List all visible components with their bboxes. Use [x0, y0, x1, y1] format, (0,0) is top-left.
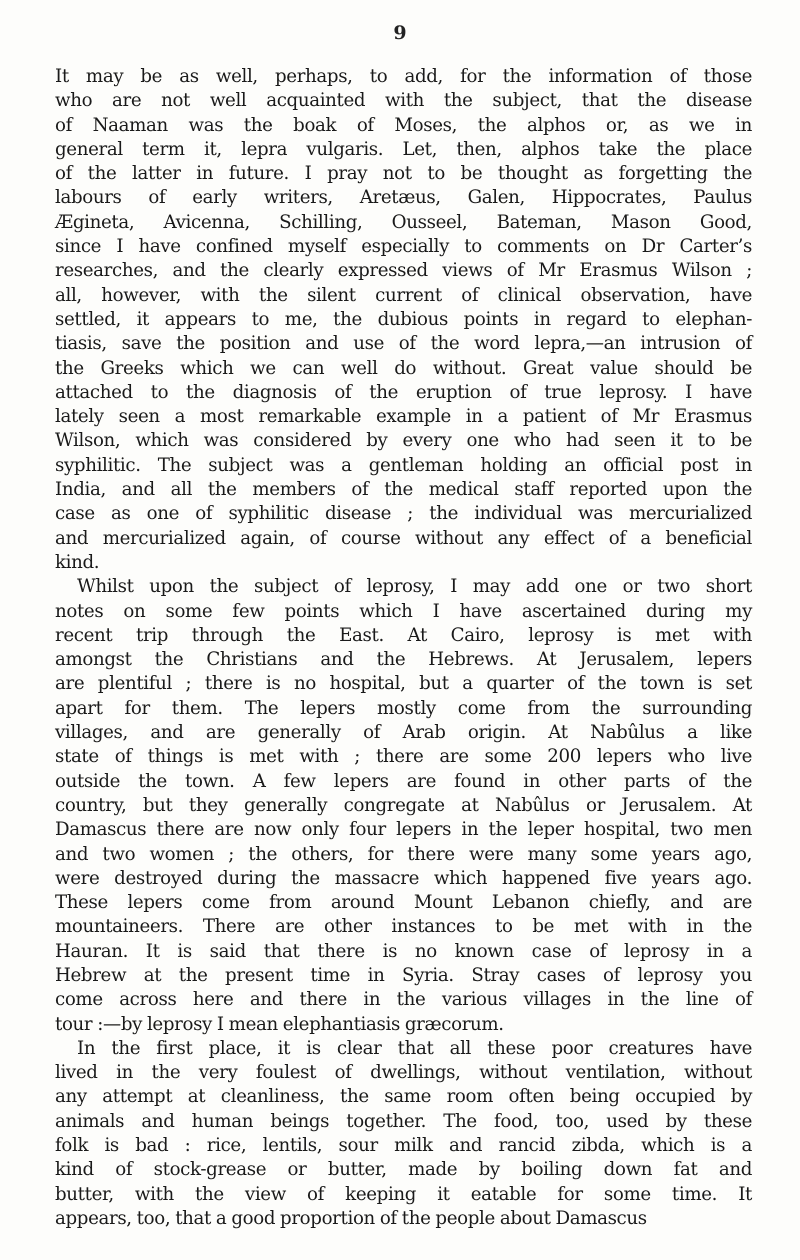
text-line: all, however, with the silent current of clinical observation, have	[55, 284, 752, 306]
text-line: Hebrew at the present time in Syria. Stray cases of leprosy you	[55, 964, 752, 986]
text-line: any attempt at cleanliness, the same room often being occupied by	[55, 1086, 752, 1108]
text-line: These lepers come from around Mount Lebanon chiefly, and are	[55, 892, 752, 914]
text-line: syphilitic. The subject was a gentleman holding an official post in	[55, 454, 752, 476]
text-line: who are not well acquainted with the subject, that the disease	[55, 90, 752, 112]
text-line: lived in the very foulest of dwellings, without ventilation, without	[55, 1062, 752, 1084]
text-line: and mercurialized again, of course without any effect of a beneficial	[55, 527, 752, 549]
text-line: of Naaman was the boak of Moses, the alphos or, as we in	[55, 114, 752, 136]
text-line: animals and human beings together. The food, too, used by these	[55, 1110, 752, 1132]
text-line: In the first place, it is clear that all these poor creatures have	[77, 1037, 752, 1059]
text-line: kind.	[55, 551, 100, 573]
text-line: Ægineta, Avicenna, Schilling, Ousseel, Bateman, Mason Good,	[55, 211, 752, 233]
text-line: Damascus there are now only four lepers in the leper hospital, two men	[55, 819, 752, 841]
text-line: case as one of syphilitic disease ; the individual was mercurialized	[55, 503, 752, 525]
paragraph	[55, 65, 752, 575]
text-line: the Greeks which we can well do without. Great value should be	[55, 357, 752, 379]
body-text	[55, 65, 752, 1231]
text-line: kind of stock-grease or butter, made by boiling down fat and	[55, 1159, 752, 1181]
text-line: were destroyed during the massacre which happened five years ago.	[55, 867, 752, 889]
text-line: tiasis, save the position and use of the word lepra,—an intrusion of	[55, 333, 752, 355]
text-line: villages, and are generally of Arab origin. At Nabûlus a like	[55, 722, 752, 744]
text-line: mountaineers. There are other instances to be met with in the	[55, 916, 752, 938]
text-line: folk is bad : rice, lentils, sour milk and rancid zibda, which is a	[55, 1135, 752, 1157]
text-line: Wilson, which was considered by every one who had seen it to be	[55, 430, 752, 452]
text-line: labours of early writers, Aretæus, Galen, Hippocrates, Paulus	[55, 187, 752, 209]
text-line: apart for them. The lepers mostly come from the surrounding	[55, 697, 752, 719]
paragraph	[55, 575, 752, 1037]
text-line: researches, and the clearly expressed views of Mr Erasmus Wilson ;	[55, 260, 752, 282]
text-line: general term it, lepra vulgaris. Let, then, alphos take the place	[55, 138, 752, 160]
text-line: lately seen a most remarkable example in a patient of Mr Erasmus	[55, 406, 752, 428]
text-line: It may be as well, perhaps, to add, for the information of those	[55, 66, 752, 87]
text-line: amongst the Christians and the Hebrews. At Jerusalem, lepers	[55, 649, 752, 671]
text-line: recent trip through the East. At Cairo, leprosy is met with	[55, 624, 752, 646]
text-line: state of things is met with ; there are some 200 lepers who live	[55, 746, 752, 768]
text-line: come across here and there in the various villages in the line of	[55, 989, 752, 1011]
text-line: and two women ; the others, for there were many some years ago,	[55, 843, 752, 865]
text-line: Whilst upon the subject of leprosy, I may add one or two short	[77, 576, 752, 598]
text-line: since I have confined myself especially to comments on Dr Carter’s	[55, 236, 752, 258]
text-line: Hauran. It is said that there is no known case of leprosy in a	[55, 940, 752, 962]
text-line: settled, it appears to me, the dubious points in regard to elephan-	[55, 308, 752, 330]
text-line: are plentiful ; there is no hospital, but a quarter of the town is set	[55, 673, 752, 695]
text-line: tour :—by leprosy I mean elephantiasis græcorum.	[55, 1013, 504, 1035]
text-line: India, and all the members of the medical staff reported upon the	[55, 479, 752, 501]
text-line: outside the town. A few lepers are found in other parts of the	[55, 770, 752, 792]
text-line: butter, with the view of keeping it eatable for some time. It	[55, 1183, 752, 1205]
text-line: attached to the diagnosis of the eruption of true leprosy. I have	[55, 381, 752, 403]
page-number: 9	[393, 22, 407, 44]
text-line: notes on some few points which I have ascertained during my	[55, 600, 752, 622]
text-line: country, but they generally congregate at Nabûlus or Jerusalem. At	[55, 794, 752, 816]
paragraph	[55, 1037, 752, 1231]
text-line: appears, too, that a good proportion of the people about Damascus	[55, 1207, 647, 1229]
text-line: of the latter in future. I pray not to be thought as forgetting the	[55, 163, 752, 185]
